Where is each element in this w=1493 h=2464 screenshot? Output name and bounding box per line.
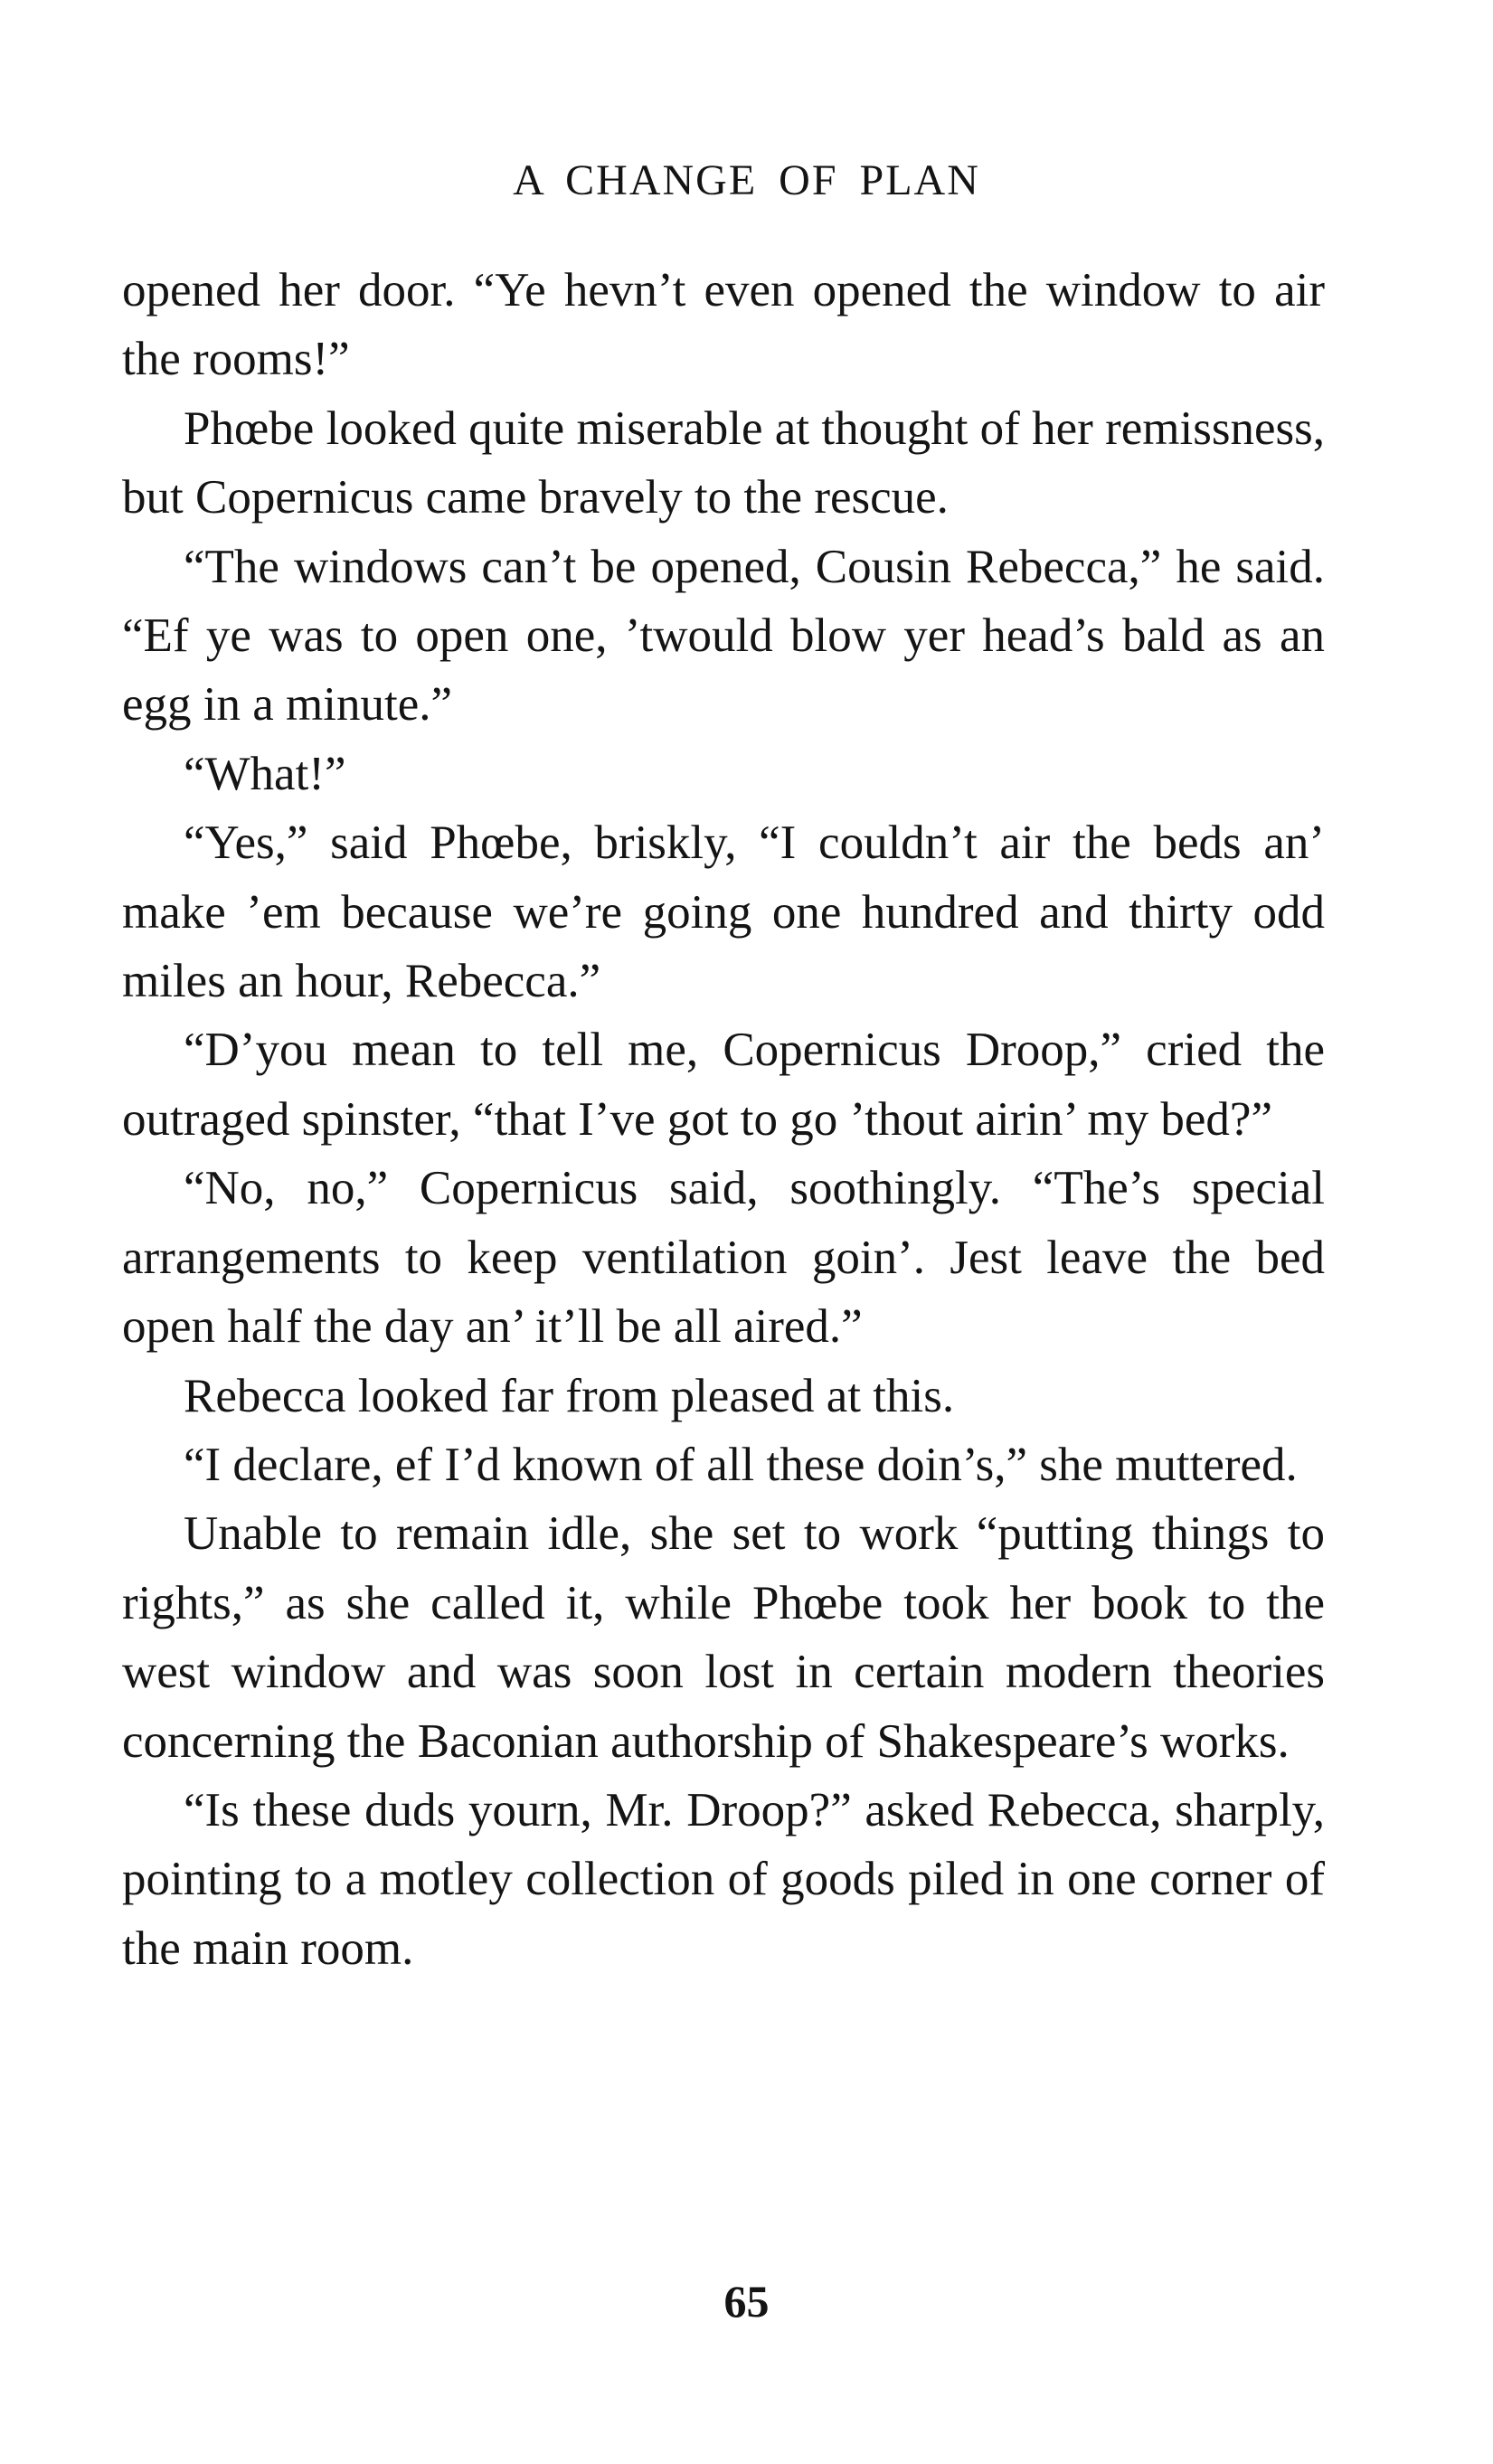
paragraph: “D’you mean to tell me, Copernicus Droop,” cried the outraged spinster, “that I’ve got to go ’thout airin’ my bed?” — [122, 1024, 1325, 1146]
paragraph: “The windows can’t be opened, Cousin Rebecca,” he said. “Ef ye was to open one, ’twould blow yer head’s bald as an egg in a minute.” — [122, 540, 1325, 732]
running-head: A CHANGE OF PLAN — [513, 156, 980, 204]
paragraph: opened her door. “Ye hevn’t even opened the window to air the rooms!” — [122, 264, 1325, 386]
paragraph: “What!” — [184, 747, 346, 800]
paragraph: Unable to remain idle, she set to work “putting things to rights,” as she called it, while Phœbe took her book to the west window and was soon lost in certain modern theories concerning the Baconian authorship of Shakespeare’s works. — [122, 1507, 1325, 1768]
paragraph: Phœbe looked quite miserable at thought of her remissness, but Copernicus came bravely to the rescue. — [122, 401, 1325, 524]
paragraph: “Is these duds yourn, Mr. Droop?” asked Rebecca, sharply, pointing to a motley collection of goods piled in one corner of the main room. — [122, 1783, 1325, 1975]
paragraph: “I declare, ef I’d known of all these doin’s,” she muttered. — [184, 1438, 1298, 1491]
paragraph: “No, no,” Copernicus said, soothingly. “The’s special arrangements to keep ventilation goin’. Jest leave the bed open half the day an’ it’ll be all aired.” — [122, 1162, 1325, 1354]
body-text — [122, 256, 1325, 1983]
paragraph: Rebecca looked far from pleased at this. — [184, 1369, 955, 1422]
page-number: 65 — [723, 2276, 770, 2327]
paragraph: “Yes,” said Phœbe, briskly, “I couldn’t air the beds an’ make ’em because we’re going one hundred and thirty odd miles an hour, Rebecca.” — [122, 817, 1325, 1008]
